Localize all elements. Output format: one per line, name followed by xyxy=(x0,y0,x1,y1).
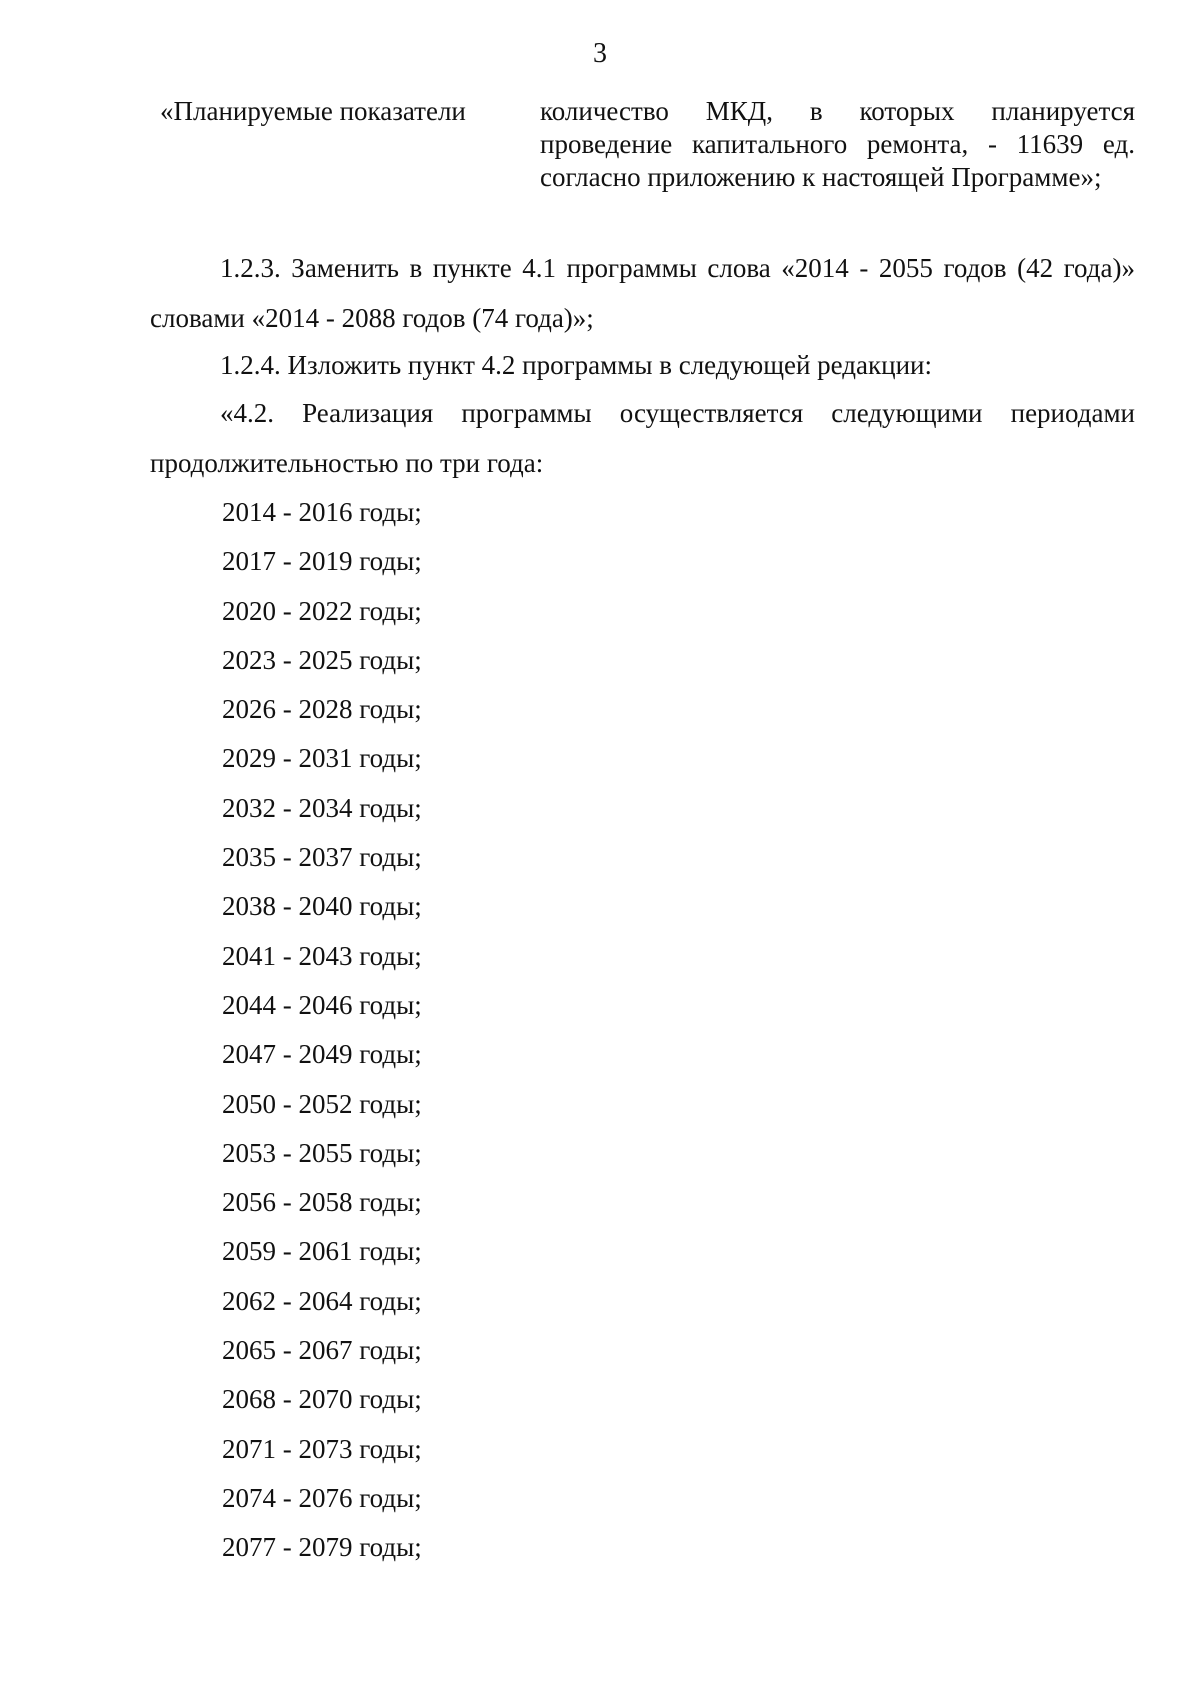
periods-list xyxy=(222,488,422,1573)
period-item: 2023 - 2025 годы; xyxy=(222,644,422,675)
paragraph-4-2: «4.2. Реализация программы осуществляется следующими периодами продолжительностью по три года: xyxy=(150,398,1135,478)
period-item: 2029 - 2031 годы; xyxy=(222,743,422,774)
period-item: 2068 - 2070 годы; xyxy=(222,1384,422,1415)
period-item: 2056 - 2058 годы; xyxy=(222,1187,422,1218)
period-item: 2041 - 2043 годы; xyxy=(222,940,422,971)
planned-indicators-value: количество МКД, в которых планируется проведение капитального ремонта, - 11639 ед. согласно приложению к настоящей Программе»; xyxy=(540,96,1135,192)
period-item: 2059 - 2061 годы; xyxy=(222,1236,422,1267)
period-item: 2053 - 2055 годы; xyxy=(222,1137,422,1168)
period-item: 2044 - 2046 годы; xyxy=(222,989,422,1020)
period-item: 2026 - 2028 годы; xyxy=(222,694,422,725)
period-item: 2020 - 2022 годы; xyxy=(222,595,422,626)
period-item: 2047 - 2049 годы; xyxy=(222,1039,422,1070)
period-item: 2017 - 2019 годы; xyxy=(222,546,422,577)
period-item: 2035 - 2037 годы; xyxy=(222,842,422,873)
period-item: 2077 - 2079 годы; xyxy=(222,1532,422,1563)
paragraph-1-2-4: 1.2.4. Изложить пункт 4.2 программы в следующей редакции: xyxy=(220,350,932,380)
planned-indicators-label: «Планируемые показатели xyxy=(160,96,466,126)
period-item: 2050 - 2052 годы; xyxy=(222,1088,422,1119)
planned-indicators-row xyxy=(160,95,1135,235)
paragraph-1-2-3: 1.2.3. Заменить в пункте 4.1 программы слова «2014 - 2055 годов (42 года)» словами «2014 - 2088 годов (74 года)»; xyxy=(150,253,1135,333)
period-item: 2071 - 2073 годы; xyxy=(222,1433,422,1464)
page-number: 3 xyxy=(593,38,607,69)
period-item: 2074 - 2076 годы; xyxy=(222,1482,422,1513)
period-item: 2014 - 2016 годы; xyxy=(222,497,422,527)
period-item: 2062 - 2064 годы; xyxy=(222,1285,422,1316)
period-item: 2065 - 2067 годы; xyxy=(222,1335,422,1366)
period-item: 2038 - 2040 годы; xyxy=(222,891,422,922)
period-item: 2032 - 2034 годы; xyxy=(222,792,422,823)
